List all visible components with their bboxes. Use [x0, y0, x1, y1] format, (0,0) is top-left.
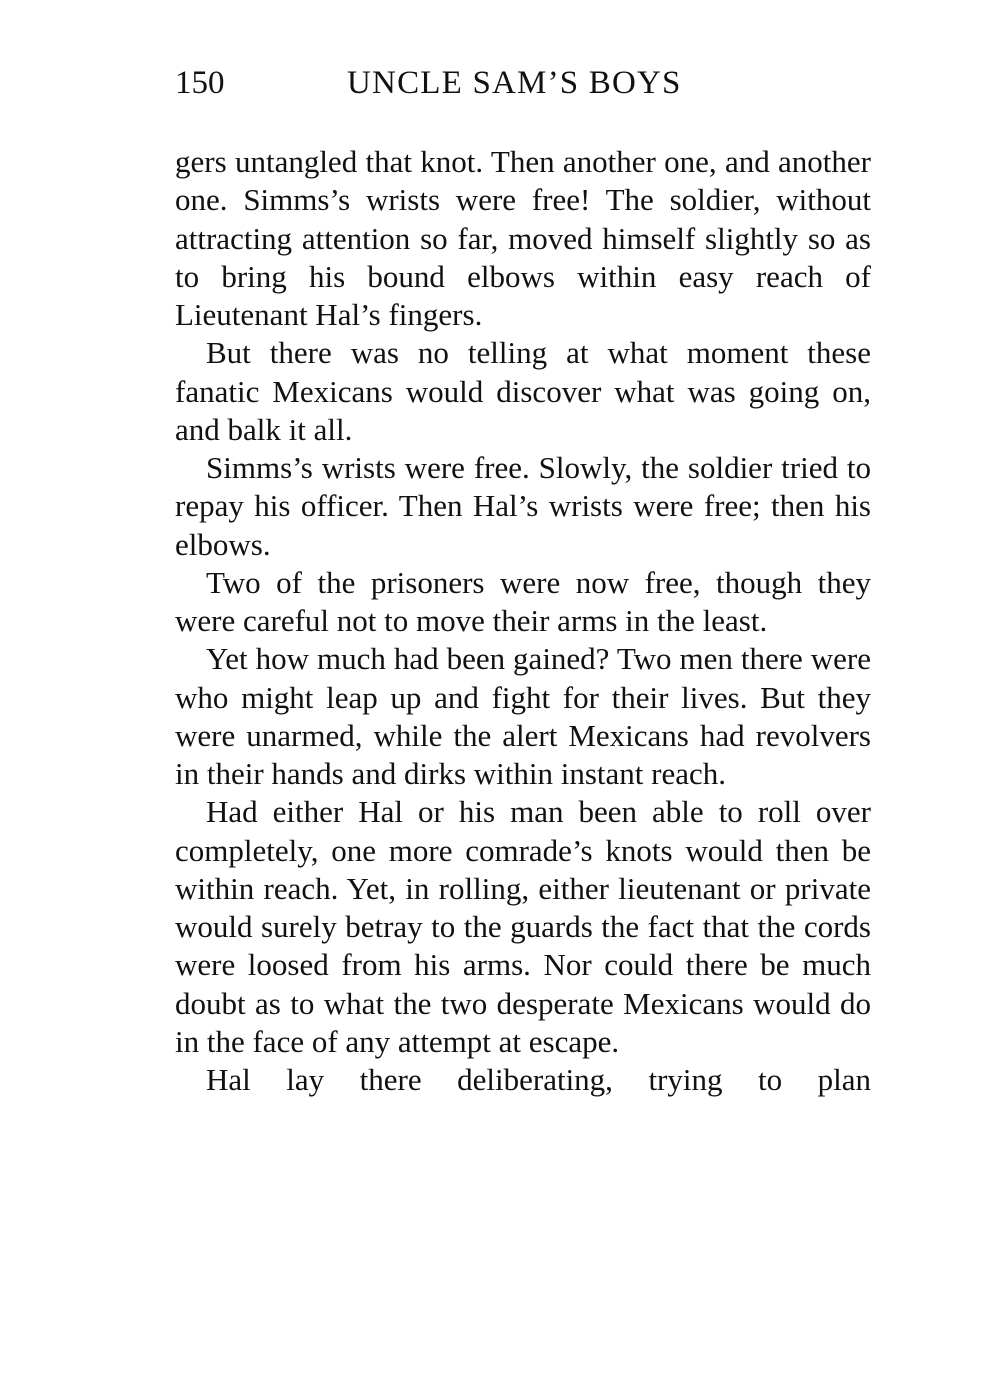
page-number: 150 [175, 65, 225, 101]
paragraph: gers untangled that knot. Then another one, and another one. Simms’s wrists were free! The soldier, without attracting attention so far, moved himself slightly so as to bring his bound elbows within easy reach of Lieutenant Hal’s fingers. [175, 144, 871, 332]
paragraph: But there was no telling at what moment these fanatic Mexicans would discover what was going on, and balk it all. [175, 335, 871, 447]
body-text [175, 143, 871, 1099]
paragraph: Two of the prisoners were now free, though they were careful not to move their arms in the least. [175, 564, 871, 638]
paragraph: Simms’s wrists were free. Slowly, the soldier tried to repay his officer. Then Hal’s wrists were free; then his elbows. [175, 450, 871, 562]
running-title: UNCLE SAM’S BOYS [347, 65, 682, 101]
paragraph: Had either Hal or his man been able to roll over completely, one more comrade’s knots would then be within reach. Yet, in rolling, either lieutenant or private would surely betray to the guards the fact that the cords were loosed from his arms. Nor could there be much doubt as to what the two desperate Mexicans would do in the face of any attempt at escape. [175, 794, 871, 1059]
paragraph: Yet how much had been gained? Two men there were who might leap up and fight for their lives. But they were unarmed, while the alert Mexicans had revolvers in their hands and dirks within instant reach. [175, 641, 871, 791]
page-header [175, 60, 875, 110]
paragraph: Hal lay there deliberating, trying to plan [206, 1062, 871, 1097]
